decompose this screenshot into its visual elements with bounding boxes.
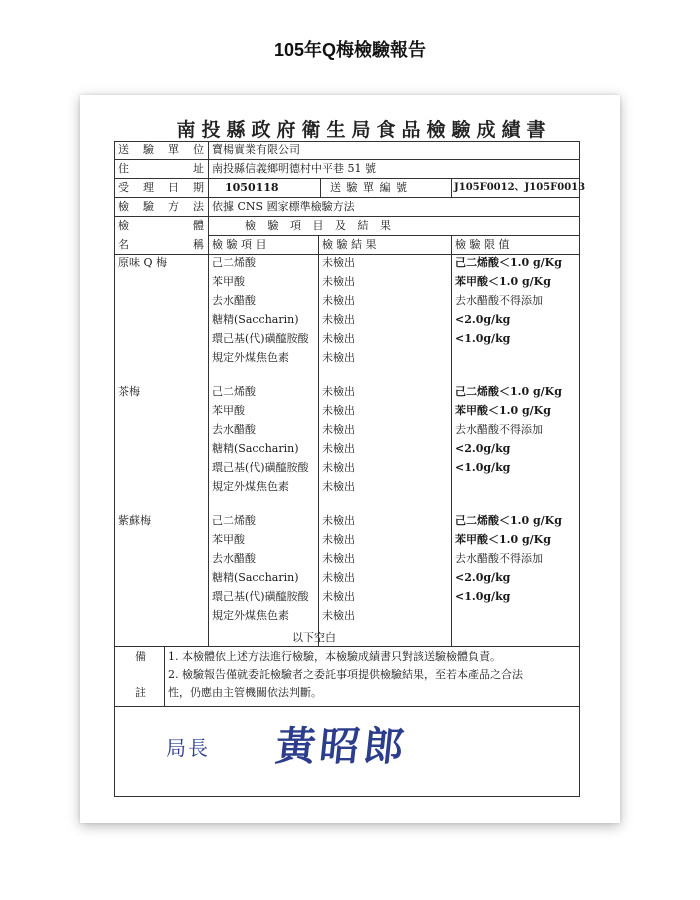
result-item: 己二烯酸 xyxy=(212,256,256,269)
result-limit: <2.0g/kg xyxy=(455,442,511,455)
result-item: 糖精(Saccharin) xyxy=(212,313,299,326)
result-item: 己二烯酸 xyxy=(212,514,256,527)
remarks-label-top: 備 xyxy=(135,650,146,663)
result-item: 去水醋酸 xyxy=(212,294,256,307)
remarks-label-bottom: 註 xyxy=(135,686,146,699)
result-item: 環己基(代)磺醯胺酸 xyxy=(212,332,309,345)
report-table xyxy=(114,141,586,797)
received-date-value: 1050118 xyxy=(225,181,279,194)
result-result: 未檢出 xyxy=(322,385,355,398)
sample-name: 紫蘇梅 xyxy=(118,514,151,527)
result-item: 己二烯酸 xyxy=(212,385,256,398)
inspection-report-document xyxy=(80,95,620,823)
result-result: 未檢出 xyxy=(322,571,355,584)
submitter-value: 寶楊實業有限公司 xyxy=(212,143,300,156)
result-result: 未檢出 xyxy=(322,461,355,474)
result-result: 未檢出 xyxy=(322,256,355,269)
signature-title: 局長 xyxy=(166,736,210,760)
result-item: 糖精(Saccharin) xyxy=(212,442,299,455)
result-limit: 苯甲酸＜1.0 g/Kg xyxy=(455,533,551,546)
result-limit: 苯甲酸＜1.0 g/Kg xyxy=(455,404,551,417)
result-item: 苯甲酸 xyxy=(212,533,245,546)
result-item: 糖精(Saccharin) xyxy=(212,571,299,584)
result-item: 苯甲酸 xyxy=(212,275,245,288)
column-item-header: 檢 驗 項 目 xyxy=(212,238,267,251)
sample-name: 原味 Q 梅 xyxy=(118,256,168,269)
result-item: 規定外煤焦色素 xyxy=(212,351,289,364)
column-result-header: 檢 驗 結 果 xyxy=(322,238,377,251)
result-limit: 去水醋酸不得添加 xyxy=(455,552,543,565)
result-result: 未檢出 xyxy=(322,313,355,326)
result-result: 未檢出 xyxy=(322,423,355,436)
result-result: 未檢出 xyxy=(322,442,355,455)
result-limit: <2.0g/kg xyxy=(455,571,511,584)
result-item: 環己基(代)磺醯胺酸 xyxy=(212,590,309,603)
result-result: 未檢出 xyxy=(322,294,355,307)
result-item: 去水醋酸 xyxy=(212,552,256,565)
document-title: 南投縣政府衛生局食品檢驗成績書 xyxy=(176,119,552,141)
result-result: 未檢出 xyxy=(322,533,355,546)
result-item: 規定外煤焦色素 xyxy=(212,480,289,493)
result-result: 未檢出 xyxy=(322,552,355,565)
result-item: 苯甲酸 xyxy=(212,404,245,417)
result-limit: 己二烯酸＜1.0 g/Kg xyxy=(455,385,562,398)
results-header: 檢 驗 項 目 及 結 果 xyxy=(245,219,395,232)
page-title: 105年Q梅檢驗報告 xyxy=(273,40,427,60)
received-date-label: 受 理 日 期 xyxy=(118,181,204,194)
result-result: 未檢出 xyxy=(322,332,355,345)
result-limit: <1.0g/kg xyxy=(455,461,511,474)
remark-line-3: 性，仍應由主管機關依法判斷。 xyxy=(168,686,322,699)
method-value: 依據 CNS 國家標準檢驗方法 xyxy=(212,200,355,213)
result-item: 環己基(代)磺醯胺酸 xyxy=(212,461,309,474)
sample-label-bottom: 名 稱 xyxy=(118,238,204,251)
result-limit: <2.0g/kg xyxy=(455,313,511,326)
result-limit: 己二烯酸＜1.0 g/Kg xyxy=(455,256,562,269)
blank-note: 以下空白 xyxy=(292,631,336,644)
result-result: 未檢出 xyxy=(322,514,355,527)
result-limit: 去水醋酸不得添加 xyxy=(455,294,543,307)
method-label: 檢 驗 方 法 xyxy=(118,200,204,213)
remark-line-2: 2. 檢驗報告僅就委託檢驗者之委託事項提供檢驗結果，至若本產品之合法 xyxy=(168,668,523,681)
submitter-label: 送 驗 單 位 xyxy=(118,143,204,156)
sample-label-top: 檢 體 xyxy=(118,219,204,232)
sample-name: 茶梅 xyxy=(118,385,140,398)
result-limit: 己二烯酸＜1.0 g/Kg xyxy=(455,514,562,527)
column-limit-header: 檢 驗 限 值 xyxy=(455,238,510,251)
result-result: 未檢出 xyxy=(322,275,355,288)
sample-number-value: J105F0012、J105F0013 xyxy=(454,182,586,193)
result-item: 去水醋酸 xyxy=(212,423,256,436)
sample-number-label: 送 驗 單 編 號 xyxy=(330,181,408,194)
result-result: 未檢出 xyxy=(322,404,355,417)
result-limit: 去水醋酸不得添加 xyxy=(455,423,543,436)
result-item: 規定外煤焦色素 xyxy=(212,609,289,622)
result-result: 未檢出 xyxy=(322,590,355,603)
result-result: 未檢出 xyxy=(322,609,355,622)
result-result: 未檢出 xyxy=(322,351,355,364)
result-limit: <1.0g/kg xyxy=(455,590,511,603)
remark-line-1: 1. 本檢體依上述方法進行檢驗，本檢驗成績書只對該送驗檢體負責。 xyxy=(168,650,501,663)
result-result: 未檢出 xyxy=(322,480,355,493)
result-limit: <1.0g/kg xyxy=(455,332,511,345)
address-label: 住 址 xyxy=(118,162,204,175)
result-limit: 苯甲酸＜1.0 g/Kg xyxy=(455,275,551,288)
signature-name: 黃昭郎 xyxy=(273,723,411,770)
address-value: 南投縣信義鄉明德村中平巷 51 號 xyxy=(212,162,376,175)
